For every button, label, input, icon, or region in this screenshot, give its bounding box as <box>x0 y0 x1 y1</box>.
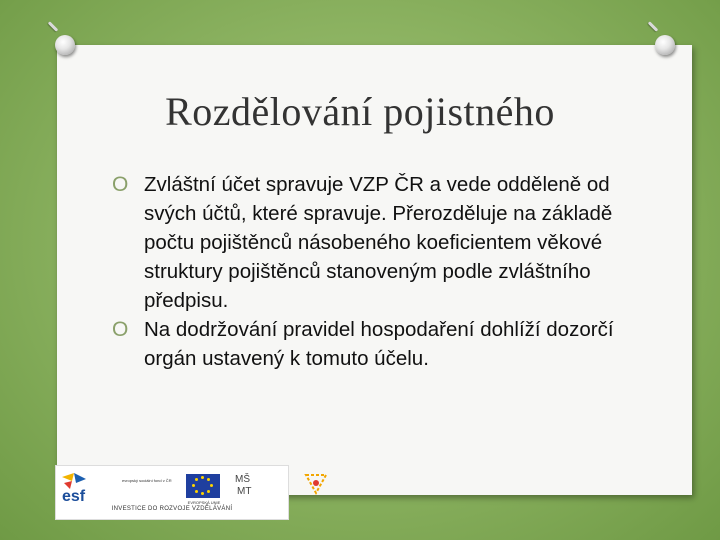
bullet-text: Zvláštní účet spravuje VZP ČR a vede odděleně od svých účtů, které spravuje. Přerozděluje na základě počtu pojištěnců násobeného koeficientem věkové struktury pojištěnců stanoveným podle zvláštního předpisu. <box>144 173 613 312</box>
esf-logo-text: esf <box>62 488 86 503</box>
pushpin-icon <box>655 35 675 55</box>
funding-caption: INVESTICE DO ROZVOJE VZDĚLÁVÁNÍ <box>111 506 233 512</box>
esf-logo <box>60 471 122 503</box>
bullet-marker-icon: O <box>112 173 129 196</box>
eu-text: EVROPSKÁ UNIE <box>187 500 221 505</box>
funding-logos-banner <box>55 465 289 520</box>
eu-flag-icon <box>186 474 220 498</box>
pushpin-icon <box>55 35 75 55</box>
bullet-marker-icon: O <box>112 318 129 341</box>
svg-text:MŠ: MŠ <box>235 474 250 485</box>
svg-text:MT: MT <box>237 486 252 497</box>
msmt-logo <box>234 470 260 498</box>
bullet-item <box>112 315 632 373</box>
bullet-item <box>112 170 632 315</box>
slide-title: Rozdělování pojistného <box>165 89 555 134</box>
op-vk-logo <box>302 471 330 497</box>
bullet-text: Na dodržování pravidel hospodaření dohlíží dozorčí orgán ustavený k tomuto účelu. <box>144 318 614 370</box>
bullet-list <box>112 170 632 373</box>
esf-side-text: evropský sociální fond v ČR <box>122 478 172 483</box>
